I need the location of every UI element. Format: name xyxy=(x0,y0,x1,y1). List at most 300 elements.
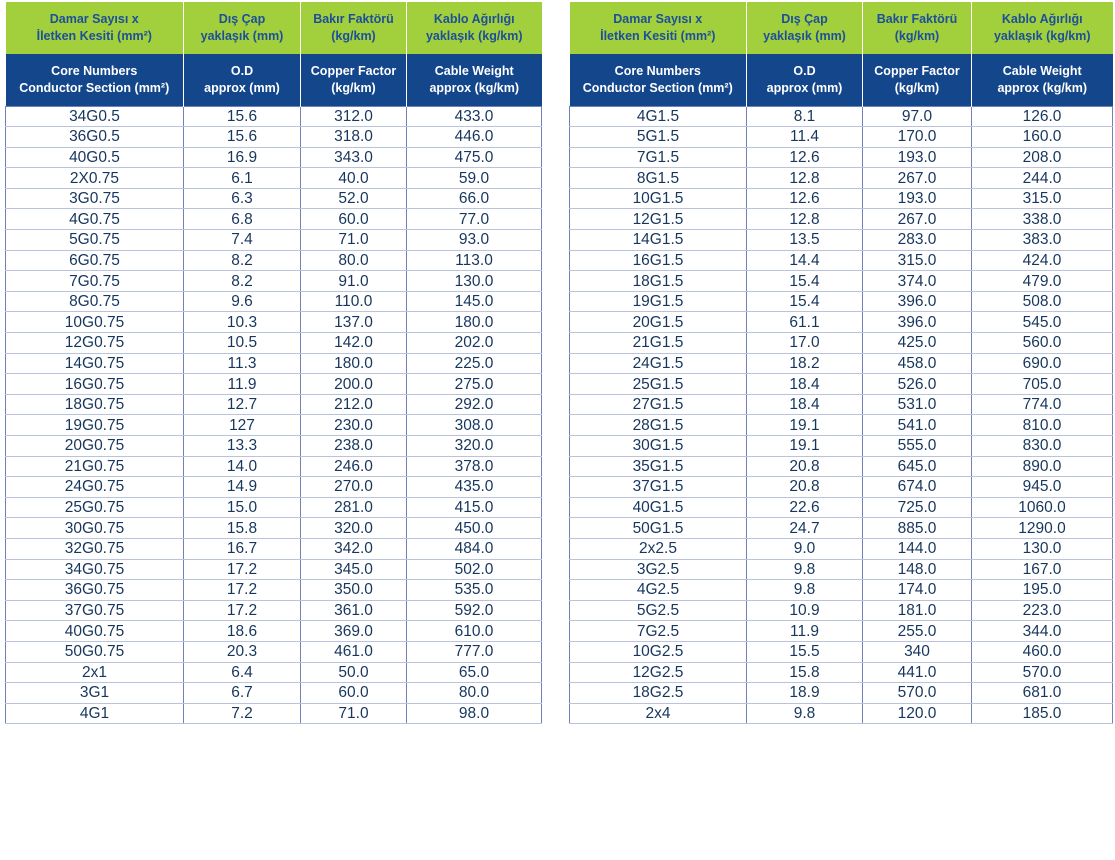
table-row xyxy=(6,683,542,704)
cell-outer-diameter: 6.7 xyxy=(184,683,301,704)
table-row xyxy=(6,230,542,251)
cell-copper-factor: 137.0 xyxy=(301,312,407,333)
table-row xyxy=(570,230,1113,251)
cell-core-section: 21G1.5 xyxy=(570,333,747,354)
cell-cable-weight: 338.0 xyxy=(972,209,1113,230)
cell-copper-factor: 246.0 xyxy=(301,456,407,477)
cell-copper-factor: 350.0 xyxy=(301,580,407,601)
cell-core-section: 7G0.75 xyxy=(6,271,184,292)
cell-core-section: 27G1.5 xyxy=(570,394,747,415)
header-cable-weight-en: Cable Weight approx (kg/km) xyxy=(407,54,542,106)
cell-cable-weight: 344.0 xyxy=(972,621,1113,642)
cell-copper-factor: 267.0 xyxy=(863,209,972,230)
cell-core-section: 37G1.5 xyxy=(570,477,747,498)
cell-cable-weight: 315.0 xyxy=(972,188,1113,209)
cell-core-section: 12G1.5 xyxy=(570,209,747,230)
cell-cable-weight: 65.0 xyxy=(407,662,542,683)
cell-core-section: 24G1.5 xyxy=(570,353,747,374)
cell-cable-weight: 59.0 xyxy=(407,168,542,189)
cell-outer-diameter: 9.8 xyxy=(747,703,863,724)
cell-copper-factor: 461.0 xyxy=(301,641,407,662)
cell-outer-diameter: 6.4 xyxy=(184,662,301,683)
cell-copper-factor: 193.0 xyxy=(863,188,972,209)
cell-core-section: 25G1.5 xyxy=(570,374,747,395)
cell-core-section: 19G1.5 xyxy=(570,291,747,312)
cell-core-section: 36G0.5 xyxy=(6,127,184,148)
cell-core-section: 32G0.75 xyxy=(6,538,184,559)
cable-table-right xyxy=(569,2,1113,724)
cell-cable-weight: 830.0 xyxy=(972,436,1113,457)
cell-core-section: 37G0.75 xyxy=(6,600,184,621)
cell-core-section: 4G1.5 xyxy=(570,106,747,127)
cell-cable-weight: 705.0 xyxy=(972,374,1113,395)
cell-outer-diameter: 11.4 xyxy=(747,127,863,148)
table-row xyxy=(570,250,1113,271)
cell-copper-factor: 255.0 xyxy=(863,621,972,642)
cell-cable-weight: 126.0 xyxy=(972,106,1113,127)
cell-core-section: 20G1.5 xyxy=(570,312,747,333)
cell-core-section: 3G0.75 xyxy=(6,188,184,209)
cell-core-section: 14G1.5 xyxy=(570,230,747,251)
table-row xyxy=(570,394,1113,415)
cell-cable-weight: 130.0 xyxy=(407,271,542,292)
table-row xyxy=(6,250,542,271)
table-row xyxy=(6,353,542,374)
cell-copper-factor: 425.0 xyxy=(863,333,972,354)
table-row xyxy=(570,147,1113,168)
table-row xyxy=(570,415,1113,436)
cell-core-section: 10G1.5 xyxy=(570,188,747,209)
table-row xyxy=(6,580,542,601)
cell-copper-factor: 60.0 xyxy=(301,209,407,230)
cell-copper-factor: 318.0 xyxy=(301,127,407,148)
table-row xyxy=(6,168,542,189)
cell-core-section: 30G0.75 xyxy=(6,518,184,539)
table-row xyxy=(570,333,1113,354)
cell-copper-factor: 180.0 xyxy=(301,353,407,374)
cell-cable-weight: 560.0 xyxy=(972,333,1113,354)
cell-outer-diameter: 20.8 xyxy=(747,477,863,498)
cell-cable-weight: 433.0 xyxy=(407,106,542,127)
cell-outer-diameter: 11.9 xyxy=(747,621,863,642)
header-row-english xyxy=(570,54,1113,106)
cell-cable-weight: 450.0 xyxy=(407,518,542,539)
table-row xyxy=(6,703,542,724)
cell-core-section: 5G2.5 xyxy=(570,600,747,621)
cell-outer-diameter: 8.2 xyxy=(184,250,301,271)
cell-outer-diameter: 19.1 xyxy=(747,415,863,436)
header-core-numbers-tr: Damar Sayısı x İletken Kesiti (mm²) xyxy=(6,2,184,54)
cell-core-section: 4G2.5 xyxy=(570,580,747,601)
cell-copper-factor: 396.0 xyxy=(863,291,972,312)
cell-cable-weight: 320.0 xyxy=(407,436,542,457)
cell-cable-weight: 435.0 xyxy=(407,477,542,498)
cell-copper-factor: 885.0 xyxy=(863,518,972,539)
cell-copper-factor: 40.0 xyxy=(301,168,407,189)
cell-outer-diameter: 8.1 xyxy=(747,106,863,127)
cell-core-section: 2X0.75 xyxy=(6,168,184,189)
cell-copper-factor: 531.0 xyxy=(863,394,972,415)
cell-core-section: 2x2.5 xyxy=(570,538,747,559)
cell-copper-factor: 441.0 xyxy=(863,662,972,683)
cell-copper-factor: 369.0 xyxy=(301,621,407,642)
cell-core-section: 30G1.5 xyxy=(570,436,747,457)
cell-copper-factor: 340 xyxy=(863,641,972,662)
cell-outer-diameter: 9.8 xyxy=(747,559,863,580)
cell-cable-weight: 225.0 xyxy=(407,353,542,374)
cell-core-section: 16G1.5 xyxy=(570,250,747,271)
table-row xyxy=(570,456,1113,477)
cell-outer-diameter: 18.6 xyxy=(184,621,301,642)
cell-outer-diameter: 11.3 xyxy=(184,353,301,374)
cell-outer-diameter: 7.4 xyxy=(184,230,301,251)
cell-cable-weight: 690.0 xyxy=(972,353,1113,374)
cell-core-section: 34G0.5 xyxy=(6,106,184,127)
cell-outer-diameter: 7.2 xyxy=(184,703,301,724)
table-row xyxy=(6,436,542,457)
table-row xyxy=(570,559,1113,580)
table-row xyxy=(6,621,542,642)
header-cable-weight-tr: Kablo Ağırlığı yaklaşık (kg/km) xyxy=(407,2,542,54)
table-row xyxy=(6,312,542,333)
cell-core-section: 50G1.5 xyxy=(570,518,747,539)
table-row xyxy=(570,518,1113,539)
cell-cable-weight: 424.0 xyxy=(972,250,1113,271)
cell-cable-weight: 130.0 xyxy=(972,538,1113,559)
table-row xyxy=(6,209,542,230)
cell-outer-diameter: 17.2 xyxy=(184,559,301,580)
table-row xyxy=(6,106,542,127)
table-row xyxy=(6,291,542,312)
cell-core-section: 19G0.75 xyxy=(6,415,184,436)
cell-outer-diameter: 6.8 xyxy=(184,209,301,230)
cell-copper-factor: 725.0 xyxy=(863,497,972,518)
cell-copper-factor: 342.0 xyxy=(301,538,407,559)
cell-copper-factor: 312.0 xyxy=(301,106,407,127)
cell-cable-weight: 202.0 xyxy=(407,333,542,354)
cell-cable-weight: 1060.0 xyxy=(972,497,1113,518)
table-row xyxy=(570,477,1113,498)
cell-core-section: 5G0.75 xyxy=(6,230,184,251)
cell-copper-factor: 555.0 xyxy=(863,436,972,457)
cell-outer-diameter: 12.6 xyxy=(747,147,863,168)
header-outer-diameter-tr: Dış Çap yaklaşık (mm) xyxy=(184,2,301,54)
cell-cable-weight: 160.0 xyxy=(972,127,1113,148)
table-row xyxy=(570,600,1113,621)
cell-copper-factor: 361.0 xyxy=(301,600,407,621)
cell-cable-weight: 479.0 xyxy=(972,271,1113,292)
cell-core-section: 50G0.75 xyxy=(6,641,184,662)
cell-core-section: 24G0.75 xyxy=(6,477,184,498)
cell-cable-weight: 774.0 xyxy=(972,394,1113,415)
table-row xyxy=(6,271,542,292)
cell-copper-factor: 281.0 xyxy=(301,497,407,518)
cell-cable-weight: 777.0 xyxy=(407,641,542,662)
cell-cable-weight: 113.0 xyxy=(407,250,542,271)
cell-cable-weight: 378.0 xyxy=(407,456,542,477)
cell-outer-diameter: 16.7 xyxy=(184,538,301,559)
cell-cable-weight: 945.0 xyxy=(972,477,1113,498)
cell-cable-weight: 80.0 xyxy=(407,683,542,704)
cell-copper-factor: 50.0 xyxy=(301,662,407,683)
cell-outer-diameter: 13.5 xyxy=(747,230,863,251)
cell-cable-weight: 223.0 xyxy=(972,600,1113,621)
cell-copper-factor: 230.0 xyxy=(301,415,407,436)
cell-core-section: 21G0.75 xyxy=(6,456,184,477)
cell-outer-diameter: 11.9 xyxy=(184,374,301,395)
table-row xyxy=(570,209,1113,230)
table-row xyxy=(6,333,542,354)
cell-cable-weight: 66.0 xyxy=(407,188,542,209)
cell-cable-weight: 484.0 xyxy=(407,538,542,559)
cell-cable-weight: 570.0 xyxy=(972,662,1113,683)
cell-copper-factor: 170.0 xyxy=(863,127,972,148)
cell-cable-weight: 475.0 xyxy=(407,147,542,168)
cell-cable-weight: 93.0 xyxy=(407,230,542,251)
cell-core-section: 4G1 xyxy=(6,703,184,724)
cell-copper-factor: 315.0 xyxy=(863,250,972,271)
header-core-numbers-en: Core Numbers Conductor Section (mm²) xyxy=(570,54,747,106)
cell-core-section: 10G2.5 xyxy=(570,641,747,662)
cell-copper-factor: 71.0 xyxy=(301,703,407,724)
cell-outer-diameter: 15.6 xyxy=(184,127,301,148)
cell-copper-factor: 374.0 xyxy=(863,271,972,292)
cell-outer-diameter: 6.1 xyxy=(184,168,301,189)
header-cable-weight-en: Cable Weight approx (kg/km) xyxy=(972,54,1113,106)
header-copper-factor-tr: Bakır Faktörü (kg/km) xyxy=(301,2,407,54)
table-row xyxy=(570,127,1113,148)
cell-copper-factor: 91.0 xyxy=(301,271,407,292)
header-outer-diameter-en: O.D approx (mm) xyxy=(747,54,863,106)
cell-outer-diameter: 15.8 xyxy=(184,518,301,539)
cell-copper-factor: 52.0 xyxy=(301,188,407,209)
cell-copper-factor: 674.0 xyxy=(863,477,972,498)
cell-outer-diameter: 12.6 xyxy=(747,188,863,209)
cell-core-section: 8G1.5 xyxy=(570,168,747,189)
cell-core-section: 36G0.75 xyxy=(6,580,184,601)
table-row xyxy=(570,188,1113,209)
cell-outer-diameter: 10.5 xyxy=(184,333,301,354)
cell-outer-diameter: 12.7 xyxy=(184,394,301,415)
cell-outer-diameter: 13.3 xyxy=(184,436,301,457)
table-row xyxy=(570,436,1113,457)
cell-copper-factor: 120.0 xyxy=(863,703,972,724)
cell-outer-diameter: 15.8 xyxy=(747,662,863,683)
cell-copper-factor: 193.0 xyxy=(863,147,972,168)
cell-outer-diameter: 18.4 xyxy=(747,394,863,415)
cell-outer-diameter: 8.2 xyxy=(184,271,301,292)
cell-cable-weight: 681.0 xyxy=(972,683,1113,704)
cell-core-section: 14G0.75 xyxy=(6,353,184,374)
cell-outer-diameter: 9.6 xyxy=(184,291,301,312)
cell-core-section: 12G2.5 xyxy=(570,662,747,683)
cell-copper-factor: 267.0 xyxy=(863,168,972,189)
cell-cable-weight: 275.0 xyxy=(407,374,542,395)
cell-core-section: 28G1.5 xyxy=(570,415,747,436)
cell-outer-diameter: 18.2 xyxy=(747,353,863,374)
cell-copper-factor: 541.0 xyxy=(863,415,972,436)
table-row xyxy=(6,600,542,621)
cell-core-section: 25G0.75 xyxy=(6,497,184,518)
cell-outer-diameter: 17.2 xyxy=(184,600,301,621)
table-body-right xyxy=(570,106,1113,724)
table-row xyxy=(6,456,542,477)
cell-core-section: 7G1.5 xyxy=(570,147,747,168)
cell-outer-diameter: 22.6 xyxy=(747,497,863,518)
cell-outer-diameter: 16.9 xyxy=(184,147,301,168)
cell-cable-weight: 460.0 xyxy=(972,641,1113,662)
cell-outer-diameter: 17.2 xyxy=(184,580,301,601)
table-row xyxy=(570,353,1113,374)
cell-copper-factor: 238.0 xyxy=(301,436,407,457)
cell-outer-diameter: 6.3 xyxy=(184,188,301,209)
cell-copper-factor: 97.0 xyxy=(863,106,972,127)
cell-cable-weight: 292.0 xyxy=(407,394,542,415)
cell-copper-factor: 526.0 xyxy=(863,374,972,395)
cell-copper-factor: 570.0 xyxy=(863,683,972,704)
header-outer-diameter-en: O.D approx (mm) xyxy=(184,54,301,106)
cell-core-section: 8G0.75 xyxy=(6,291,184,312)
cell-cable-weight: 890.0 xyxy=(972,456,1113,477)
cell-cable-weight: 185.0 xyxy=(972,703,1113,724)
header-core-numbers-en: Core Numbers Conductor Section (mm²) xyxy=(6,54,184,106)
header-outer-diameter-tr: Dış Çap yaklaşık (mm) xyxy=(747,2,863,54)
cell-outer-diameter: 12.8 xyxy=(747,168,863,189)
cell-outer-diameter: 18.4 xyxy=(747,374,863,395)
cell-cable-weight: 195.0 xyxy=(972,580,1113,601)
cell-copper-factor: 270.0 xyxy=(301,477,407,498)
cell-cable-weight: 98.0 xyxy=(407,703,542,724)
cell-outer-diameter: 19.1 xyxy=(747,436,863,457)
cell-outer-diameter: 9.0 xyxy=(747,538,863,559)
cell-copper-factor: 148.0 xyxy=(863,559,972,580)
table-row xyxy=(570,683,1113,704)
table-row xyxy=(6,559,542,580)
table-row xyxy=(570,168,1113,189)
cell-cable-weight: 244.0 xyxy=(972,168,1113,189)
cell-outer-diameter: 14.0 xyxy=(184,456,301,477)
cell-cable-weight: 167.0 xyxy=(972,559,1113,580)
cell-outer-diameter: 20.3 xyxy=(184,641,301,662)
cell-copper-factor: 212.0 xyxy=(301,394,407,415)
cell-cable-weight: 810.0 xyxy=(972,415,1113,436)
cell-outer-diameter: 127 xyxy=(184,415,301,436)
cell-core-section: 40G0.75 xyxy=(6,621,184,642)
table-row xyxy=(6,477,542,498)
header-row-turkish xyxy=(6,2,542,54)
cell-copper-factor: 181.0 xyxy=(863,600,972,621)
table-row xyxy=(570,621,1113,642)
table-row xyxy=(6,147,542,168)
cell-cable-weight: 415.0 xyxy=(407,497,542,518)
cell-core-section: 18G2.5 xyxy=(570,683,747,704)
cell-core-section: 5G1.5 xyxy=(570,127,747,148)
cell-outer-diameter: 14.9 xyxy=(184,477,301,498)
cell-copper-factor: 343.0 xyxy=(301,147,407,168)
cell-core-section: 16G0.75 xyxy=(6,374,184,395)
table-body-left xyxy=(6,106,542,724)
table-row xyxy=(570,641,1113,662)
cell-cable-weight: 1290.0 xyxy=(972,518,1113,539)
cell-outer-diameter: 24.7 xyxy=(747,518,863,539)
cell-outer-diameter: 14.4 xyxy=(747,250,863,271)
cell-outer-diameter: 10.9 xyxy=(747,600,863,621)
table-row xyxy=(570,106,1113,127)
cell-copper-factor: 144.0 xyxy=(863,538,972,559)
cell-core-section: 4G0.75 xyxy=(6,209,184,230)
cell-outer-diameter: 10.3 xyxy=(184,312,301,333)
header-copper-factor-tr: Bakır Faktörü (kg/km) xyxy=(863,2,972,54)
table-row xyxy=(6,662,542,683)
cell-core-section: 3G1 xyxy=(6,683,184,704)
cell-cable-weight: 545.0 xyxy=(972,312,1113,333)
header-row-english xyxy=(6,54,542,106)
table-row xyxy=(570,374,1113,395)
cell-cable-weight: 208.0 xyxy=(972,147,1113,168)
cell-cable-weight: 592.0 xyxy=(407,600,542,621)
cell-copper-factor: 60.0 xyxy=(301,683,407,704)
cell-core-section: 7G2.5 xyxy=(570,621,747,642)
table-row xyxy=(570,497,1113,518)
cell-copper-factor: 645.0 xyxy=(863,456,972,477)
cell-copper-factor: 396.0 xyxy=(863,312,972,333)
cell-outer-diameter: 15.4 xyxy=(747,291,863,312)
table-row xyxy=(6,518,542,539)
cell-copper-factor: 174.0 xyxy=(863,580,972,601)
cell-core-section: 20G0.75 xyxy=(6,436,184,457)
cell-outer-diameter: 61.1 xyxy=(747,312,863,333)
cell-cable-weight: 308.0 xyxy=(407,415,542,436)
cell-core-section: 2x4 xyxy=(570,703,747,724)
cell-outer-diameter: 12.8 xyxy=(747,209,863,230)
cell-outer-diameter: 15.6 xyxy=(184,106,301,127)
header-copper-factor-en: Copper Factor (kg/km) xyxy=(863,54,972,106)
table-row xyxy=(570,662,1113,683)
table-row xyxy=(6,188,542,209)
table-row xyxy=(570,271,1113,292)
table-row xyxy=(6,415,542,436)
table-row xyxy=(570,580,1113,601)
header-copper-factor-en: Copper Factor (kg/km) xyxy=(301,54,407,106)
cell-core-section: 40G1.5 xyxy=(570,497,747,518)
table-row xyxy=(570,703,1113,724)
cell-outer-diameter: 15.0 xyxy=(184,497,301,518)
cell-core-section: 18G1.5 xyxy=(570,271,747,292)
cell-core-section: 40G0.5 xyxy=(6,147,184,168)
cable-table-left xyxy=(5,2,542,724)
cell-copper-factor: 80.0 xyxy=(301,250,407,271)
cell-copper-factor: 110.0 xyxy=(301,291,407,312)
table-row xyxy=(570,291,1113,312)
cell-cable-weight: 77.0 xyxy=(407,209,542,230)
cell-outer-diameter: 15.5 xyxy=(747,641,863,662)
header-core-numbers-tr: Damar Sayısı x İletken Kesiti (mm²) xyxy=(570,2,747,54)
cell-copper-factor: 283.0 xyxy=(863,230,972,251)
header-cable-weight-tr: Kablo Ağırlığı yaklaşık (kg/km) xyxy=(972,2,1113,54)
cell-cable-weight: 508.0 xyxy=(972,291,1113,312)
table-row xyxy=(6,641,542,662)
cell-outer-diameter: 15.4 xyxy=(747,271,863,292)
cell-cable-weight: 610.0 xyxy=(407,621,542,642)
cell-core-section: 35G1.5 xyxy=(570,456,747,477)
cell-cable-weight: 180.0 xyxy=(407,312,542,333)
cell-cable-weight: 145.0 xyxy=(407,291,542,312)
table-row xyxy=(570,538,1113,559)
header-row-turkish xyxy=(570,2,1113,54)
cell-cable-weight: 446.0 xyxy=(407,127,542,148)
table-row xyxy=(6,127,542,148)
cell-outer-diameter: 20.8 xyxy=(747,456,863,477)
